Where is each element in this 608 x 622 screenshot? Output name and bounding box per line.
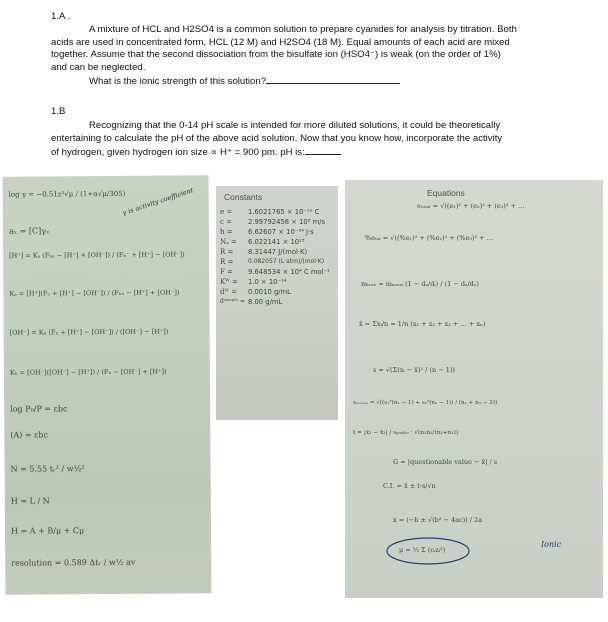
question-1b-line-2: entertaining to calculate the pH of the above acid solution. Now that you know how, incorporate the activity bbox=[51, 132, 503, 144]
constant-value: 0.082057 (L·atm)/(mol·K) bbox=[248, 258, 325, 265]
formula-sheet-photo bbox=[3, 175, 212, 594]
constants-sheet-photo bbox=[216, 186, 338, 420]
constant-name: Nₐ = bbox=[220, 238, 237, 246]
formula-plate-height: H = L / N bbox=[10, 496, 50, 506]
equation-std-dev: s = √(Σ(xᵢ − x̄)² / (n − 1)) bbox=[373, 366, 455, 374]
constant-value: 8.31447 J/(mol·K) bbox=[248, 248, 308, 256]
question-1a-line-2: acids are used in concentrated form, HCL (12 M) and H2SO4 (18 M). Equal amounts of each acid are mixed bbox=[51, 36, 510, 48]
question-1a-text bbox=[51, 24, 571, 89]
constant-name: dᵂ = bbox=[220, 288, 238, 296]
equation-quadratic: x = (−b ± √(b² − 4ac)) / 2a bbox=[393, 516, 483, 524]
formula-absorbance: (A) = εbc bbox=[10, 430, 48, 440]
equation-ionic-strength: μ = ½ Σ (cᵢzᵢ²) bbox=[399, 546, 446, 554]
equations-sheet-photo bbox=[345, 180, 603, 598]
constants-title: Constants bbox=[224, 192, 263, 202]
formula-absorbance-log: log P₀/P = εbc bbox=[10, 404, 68, 414]
question-1a-number: 1.A . bbox=[51, 11, 71, 22]
formula-h-plus: [H⁺] = Kₐ (Fₕₐ − [H⁺] + [OH⁻]) / (Fₐ⁻ + [H⁺] − [OH⁻]) bbox=[9, 250, 185, 260]
constant-value: 2.99792458 × 10⁸ m/s bbox=[248, 218, 326, 226]
question-1a-line-4: and can be neglected. bbox=[51, 61, 146, 73]
constant-value: 6.022141 × 10²³ bbox=[248, 238, 305, 246]
equation-buoyancy: mₜᵣᵤₑ = mₘₑₐₛ (1 − dₐ/dᵢ) / (1 − dₐ/dₒ) bbox=[361, 280, 479, 288]
constant-value: 9.648534 × 10⁴ C mol⁻¹ bbox=[248, 268, 330, 276]
equation-grubbs: G = |questionable value − x̄| / s bbox=[393, 458, 498, 466]
formula-kb: Kₕ = [OH⁻]([OH⁻] − [H⁺]) / (Fₕ − [OH⁻] + [H⁺]) bbox=[9, 367, 167, 377]
constant-name: R = bbox=[220, 248, 234, 256]
question-1a-prompt bbox=[51, 74, 571, 89]
equation-confidence-interval: C.I. = x̄ ± t·s/√n bbox=[383, 482, 436, 490]
equation-pooled-sd: sₚₒₒₗₑₔ = √((s₁²(n₁ − 1) + s₂²(n₂ − 1)) / (n₁ + n₂ − 2)) bbox=[353, 400, 498, 406]
question-1b-line-3 bbox=[51, 145, 591, 160]
constant-name: e = bbox=[220, 208, 233, 216]
constant-value: 6.62607 × 10⁻³⁴ J·s bbox=[248, 228, 314, 236]
formula-activity: aₓ = [C]γₓ bbox=[8, 226, 50, 236]
question-1a-line-3: together. Assume that the second dissociation from the bisulfate ion (HSO4⁻) is weak (on the order of 1%) bbox=[51, 49, 501, 61]
question-1b-text bbox=[51, 120, 591, 160]
answer-blank-1b[interactable] bbox=[305, 145, 341, 155]
equation-percent-error: %eₜₒₜ = √((%e₁)² + (%e₂)² + (%e₃)² + … bbox=[365, 234, 494, 242]
constant-name: c = bbox=[220, 218, 233, 226]
equation-t-test: t = |x̄₁ − x̄₂| / sₚₒₒₗₑₔ · √(n₁n₂/(n₁+n₂)) bbox=[353, 430, 459, 436]
handwritten-note-gamma: γ is activity coefficient bbox=[121, 186, 195, 218]
constant-value: 1.6021765 × 10⁻¹⁹ C bbox=[248, 208, 320, 216]
formula-ka: Kₐ = [H⁺](Fₐ + [H⁺] − [OH⁻]) / (Fₕₐ − [H⁺] + [OH⁻]) bbox=[9, 288, 180, 298]
answer-blank-1a[interactable] bbox=[266, 74, 400, 84]
constant-name: Kᵂ = bbox=[220, 278, 238, 286]
question-1b-line-1: Recognizing that the 0-14 pH scale is intended for more diluted solutions, it could be theoretically bbox=[89, 120, 501, 131]
constant-value: 0.0010 g/mL bbox=[248, 288, 291, 296]
formula-oh-minus: [OH⁻] = Kₕ (Fₕ + [H⁺] − [OH⁻]) / ([OH⁻] − [H⁺]) bbox=[9, 327, 169, 337]
constant-name: dˢᵃᵐᵖˡᵉ = bbox=[220, 298, 245, 305]
constant-name: R = bbox=[220, 258, 234, 266]
formula-plate-number: N = 5.55 tᵣ² / w½² bbox=[10, 464, 85, 474]
handwritten-note-ionic: Ionic bbox=[541, 540, 562, 549]
formula-debye-huckel: log γ = −0.51z²√μ / (1+α√μ/305) bbox=[8, 189, 126, 199]
equation-mean: x̄ = Σxᵢ/n = 1/n (x₁ + x₂ + x₃ + … + xₙ) bbox=[359, 320, 486, 328]
question-1b-number: 1.B bbox=[51, 106, 66, 117]
constant-value: 8.00 g/mL bbox=[248, 298, 283, 306]
constant-value: 1.0 × 10⁻¹⁴ bbox=[248, 278, 287, 286]
constant-name: h = bbox=[220, 228, 233, 236]
question-1a-prompt-text: What is the ionic strength of this solution? bbox=[89, 76, 267, 88]
equation-total-error: eₜₒₜₐₗ = √((e₁)² + (e₂)² + (e₃)² + … bbox=[417, 202, 525, 210]
formula-van-deemter: H = A + B/μ + Cμ bbox=[10, 526, 85, 536]
formula-resolution: resolution = 0.589 Δtᵣ / w½ av bbox=[11, 557, 136, 568]
constant-name: F = bbox=[220, 268, 233, 276]
equations-title: Equations bbox=[427, 188, 465, 198]
question-1a-line-1: A mixture of HCL and H2SO4 is a common solution to prepare cyanides for analysis by titration. Both bbox=[89, 24, 517, 35]
question-1b-prompt-text: of hydrogen, given hydrogen ion size ∝ H⁺ = 900 pm. pH is: bbox=[51, 147, 305, 159]
